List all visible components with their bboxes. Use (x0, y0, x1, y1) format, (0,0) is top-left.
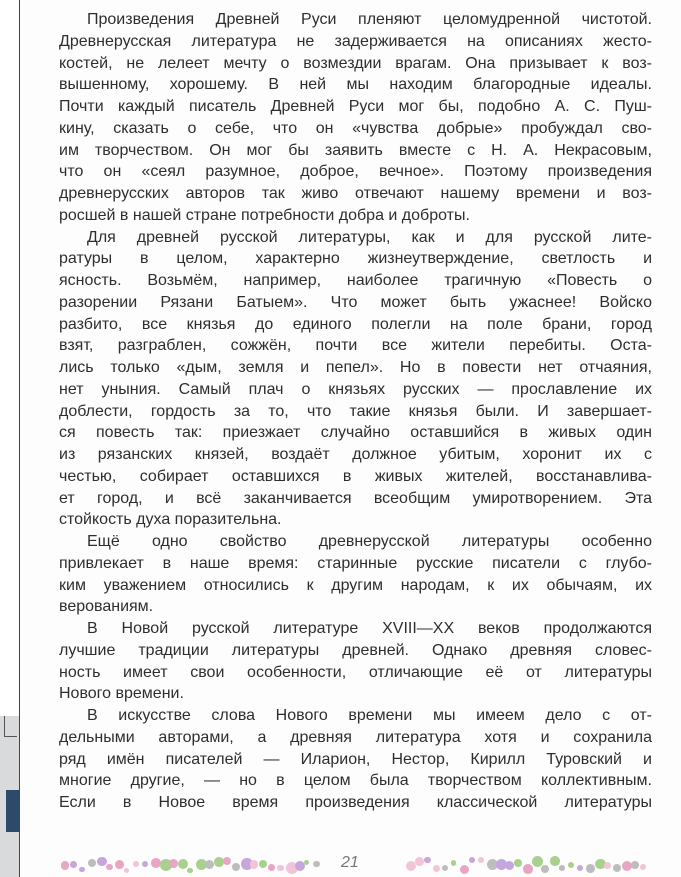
text-line: В Новой русской литературе XVIII—XX веков продолжаются (87, 620, 652, 637)
text-line: древнерусских авторов так живо отвечают нашему времени и воз- (59, 185, 652, 202)
decorative-dot (469, 857, 475, 863)
text-line: Произведения Древней Руси пленяют целомудренной чистотой. (87, 11, 652, 28)
page-edge (19, 0, 20, 877)
text-line: Если в Новое время произведения классической литературы (59, 794, 652, 811)
window-blue-tab (6, 790, 19, 832)
text-line: им творчеством. Он мог бы заявить вместе с Н. А. Некрасовым, (59, 141, 652, 159)
paragraph (59, 9, 652, 227)
decorative-dot (232, 863, 240, 871)
decorative-dot (541, 865, 549, 873)
text-line: ся повесть так: приезжает случайно оставшийся в живых один (59, 424, 652, 442)
decorative-dot (277, 865, 284, 872)
decorative-dot (115, 860, 124, 869)
decorative-dot (250, 860, 258, 868)
paragraph (59, 705, 652, 814)
decorative-dot (415, 857, 424, 866)
decorative-dot (568, 862, 574, 868)
decorative-dot (223, 857, 231, 865)
decorative-dot (142, 861, 148, 867)
text-line: что он «сеял разумное, доброе, вечное». Поэтому произведения (59, 163, 652, 181)
decorative-dot (259, 860, 267, 868)
paragraph (59, 618, 652, 705)
decorative-dot (613, 864, 621, 872)
text-line: взят, разграблен, сожжён, почти все жители перебиты. Оста- (59, 337, 652, 355)
page-number: 21 (341, 854, 359, 871)
decorative-dot (550, 856, 560, 866)
text-line: разбито, все князья до единого полегли на поле брани, город (59, 315, 652, 333)
text-line: ким уважением относились к другим народам, к их обычаям, их (59, 576, 652, 594)
text-line: привлекает в наше время: старинные русские писатели с глубо- (59, 554, 652, 572)
decorative-dot (70, 861, 77, 868)
text-line: ратуры в целом, характерно жизнеутверждение, светлость и (59, 250, 652, 268)
text-line: честью, собирает оставшихся в живых жителей, восстанавлива- (59, 467, 652, 485)
text-line: дельными авторами, а древняя литература хотя и сохранила (59, 728, 652, 746)
text-line: Почти каждый писатель Древней Руси мог бы, подобно А. С. Пуш- (59, 98, 652, 115)
text-line: вышенному, хорошему. В ней мы находим благородные идеалы. (59, 76, 652, 94)
decorative-dot (106, 864, 113, 871)
decorative-dot (586, 864, 595, 873)
text-line: лучшие традиции литературы древней. Однако древняя словес- (59, 641, 652, 659)
text-line: верованиям. (59, 598, 154, 616)
text-line: из рязанских князей, воздаёт должное убитым, хоронит их с (59, 446, 652, 463)
decorative-dot (559, 865, 565, 871)
decorative-dots-left (59, 856, 324, 876)
decorative-dot (169, 859, 178, 868)
text-line: доблести, гордость за то, что такие князья были. И завершает- (59, 402, 652, 420)
decorative-dot (433, 865, 440, 872)
decorative-dot (124, 868, 129, 873)
text-line: ясность. Возьмём, например, наиболее трагичную «Повесть о (59, 272, 652, 289)
text-line: ет город, и всё заканчивается всеобщим умиротворением. Эта (59, 489, 652, 507)
text-line: кину, сказать о себе, что он «чувства добрые» пробуждал сво- (59, 119, 652, 137)
decorative-dot (187, 868, 193, 874)
text-line: росшей в нашей стране потребности добра и доброты. (59, 206, 470, 224)
text-line: ряд имён писателей — Иларион, Нестор, Кирилл Туровский и (59, 750, 652, 768)
text-line: многие другие, — но в целом была творчеством коллективным. (59, 772, 652, 790)
decorative-dot (451, 860, 456, 865)
decorative-dot (97, 857, 107, 867)
page-text (59, 9, 652, 814)
decorative-dot (304, 860, 309, 865)
decorative-dot (268, 864, 275, 871)
text-line: стойкость духа поразительна. (59, 511, 282, 529)
text-line: Древнерусская литература не задерживается на описаниях жесто- (59, 32, 652, 50)
text-line: Нового времени. (59, 685, 184, 703)
decorative-dot (460, 865, 469, 874)
decorative-dot (61, 861, 69, 869)
decorative-dot (133, 861, 139, 867)
decorative-dot (604, 862, 611, 869)
decorative-dot (313, 861, 320, 868)
decorative-dot (577, 865, 583, 871)
decorative-dots-right (404, 856, 652, 876)
text-line: лись только «дым, земля и пепел». Но в повести нет отчаяния, (59, 359, 652, 376)
decorative-dot (640, 864, 646, 870)
decorative-dot (178, 859, 188, 869)
paragraph (59, 227, 652, 532)
decorative-dot (514, 859, 522, 867)
text-line: разорении Рязани Батыем». Что может быть ужаснее! Войско (59, 293, 652, 311)
decorative-dot (523, 864, 533, 874)
text-line: Ещё одно свойство древнерусской литературы особенно (87, 533, 652, 550)
decorative-dot (631, 861, 639, 869)
text-line: В искусстве слова Нового времени мы имеем дело с от- (87, 707, 652, 724)
text-line: костей, не лелеет мечту о возмездии врагам. Она призывает к воз- (59, 54, 652, 72)
text-line: нет уныния. Самый плач о князьях русских — прославление их (59, 380, 652, 398)
decorative-dot (205, 860, 214, 869)
text-line: Для древней русской литературы, как и для русской лите- (87, 228, 652, 246)
decorative-dot (79, 867, 85, 873)
decorative-dot (478, 857, 484, 863)
decorative-dot (505, 861, 514, 870)
decorative-dot (442, 865, 448, 871)
decorative-dot (88, 859, 96, 867)
page-footer (59, 848, 652, 877)
window-corner (4, 716, 17, 737)
decorative-dot (424, 857, 431, 864)
text-line: ность имеет свои особенности, отличающие её от литературы (59, 663, 652, 681)
paragraph (59, 531, 652, 618)
